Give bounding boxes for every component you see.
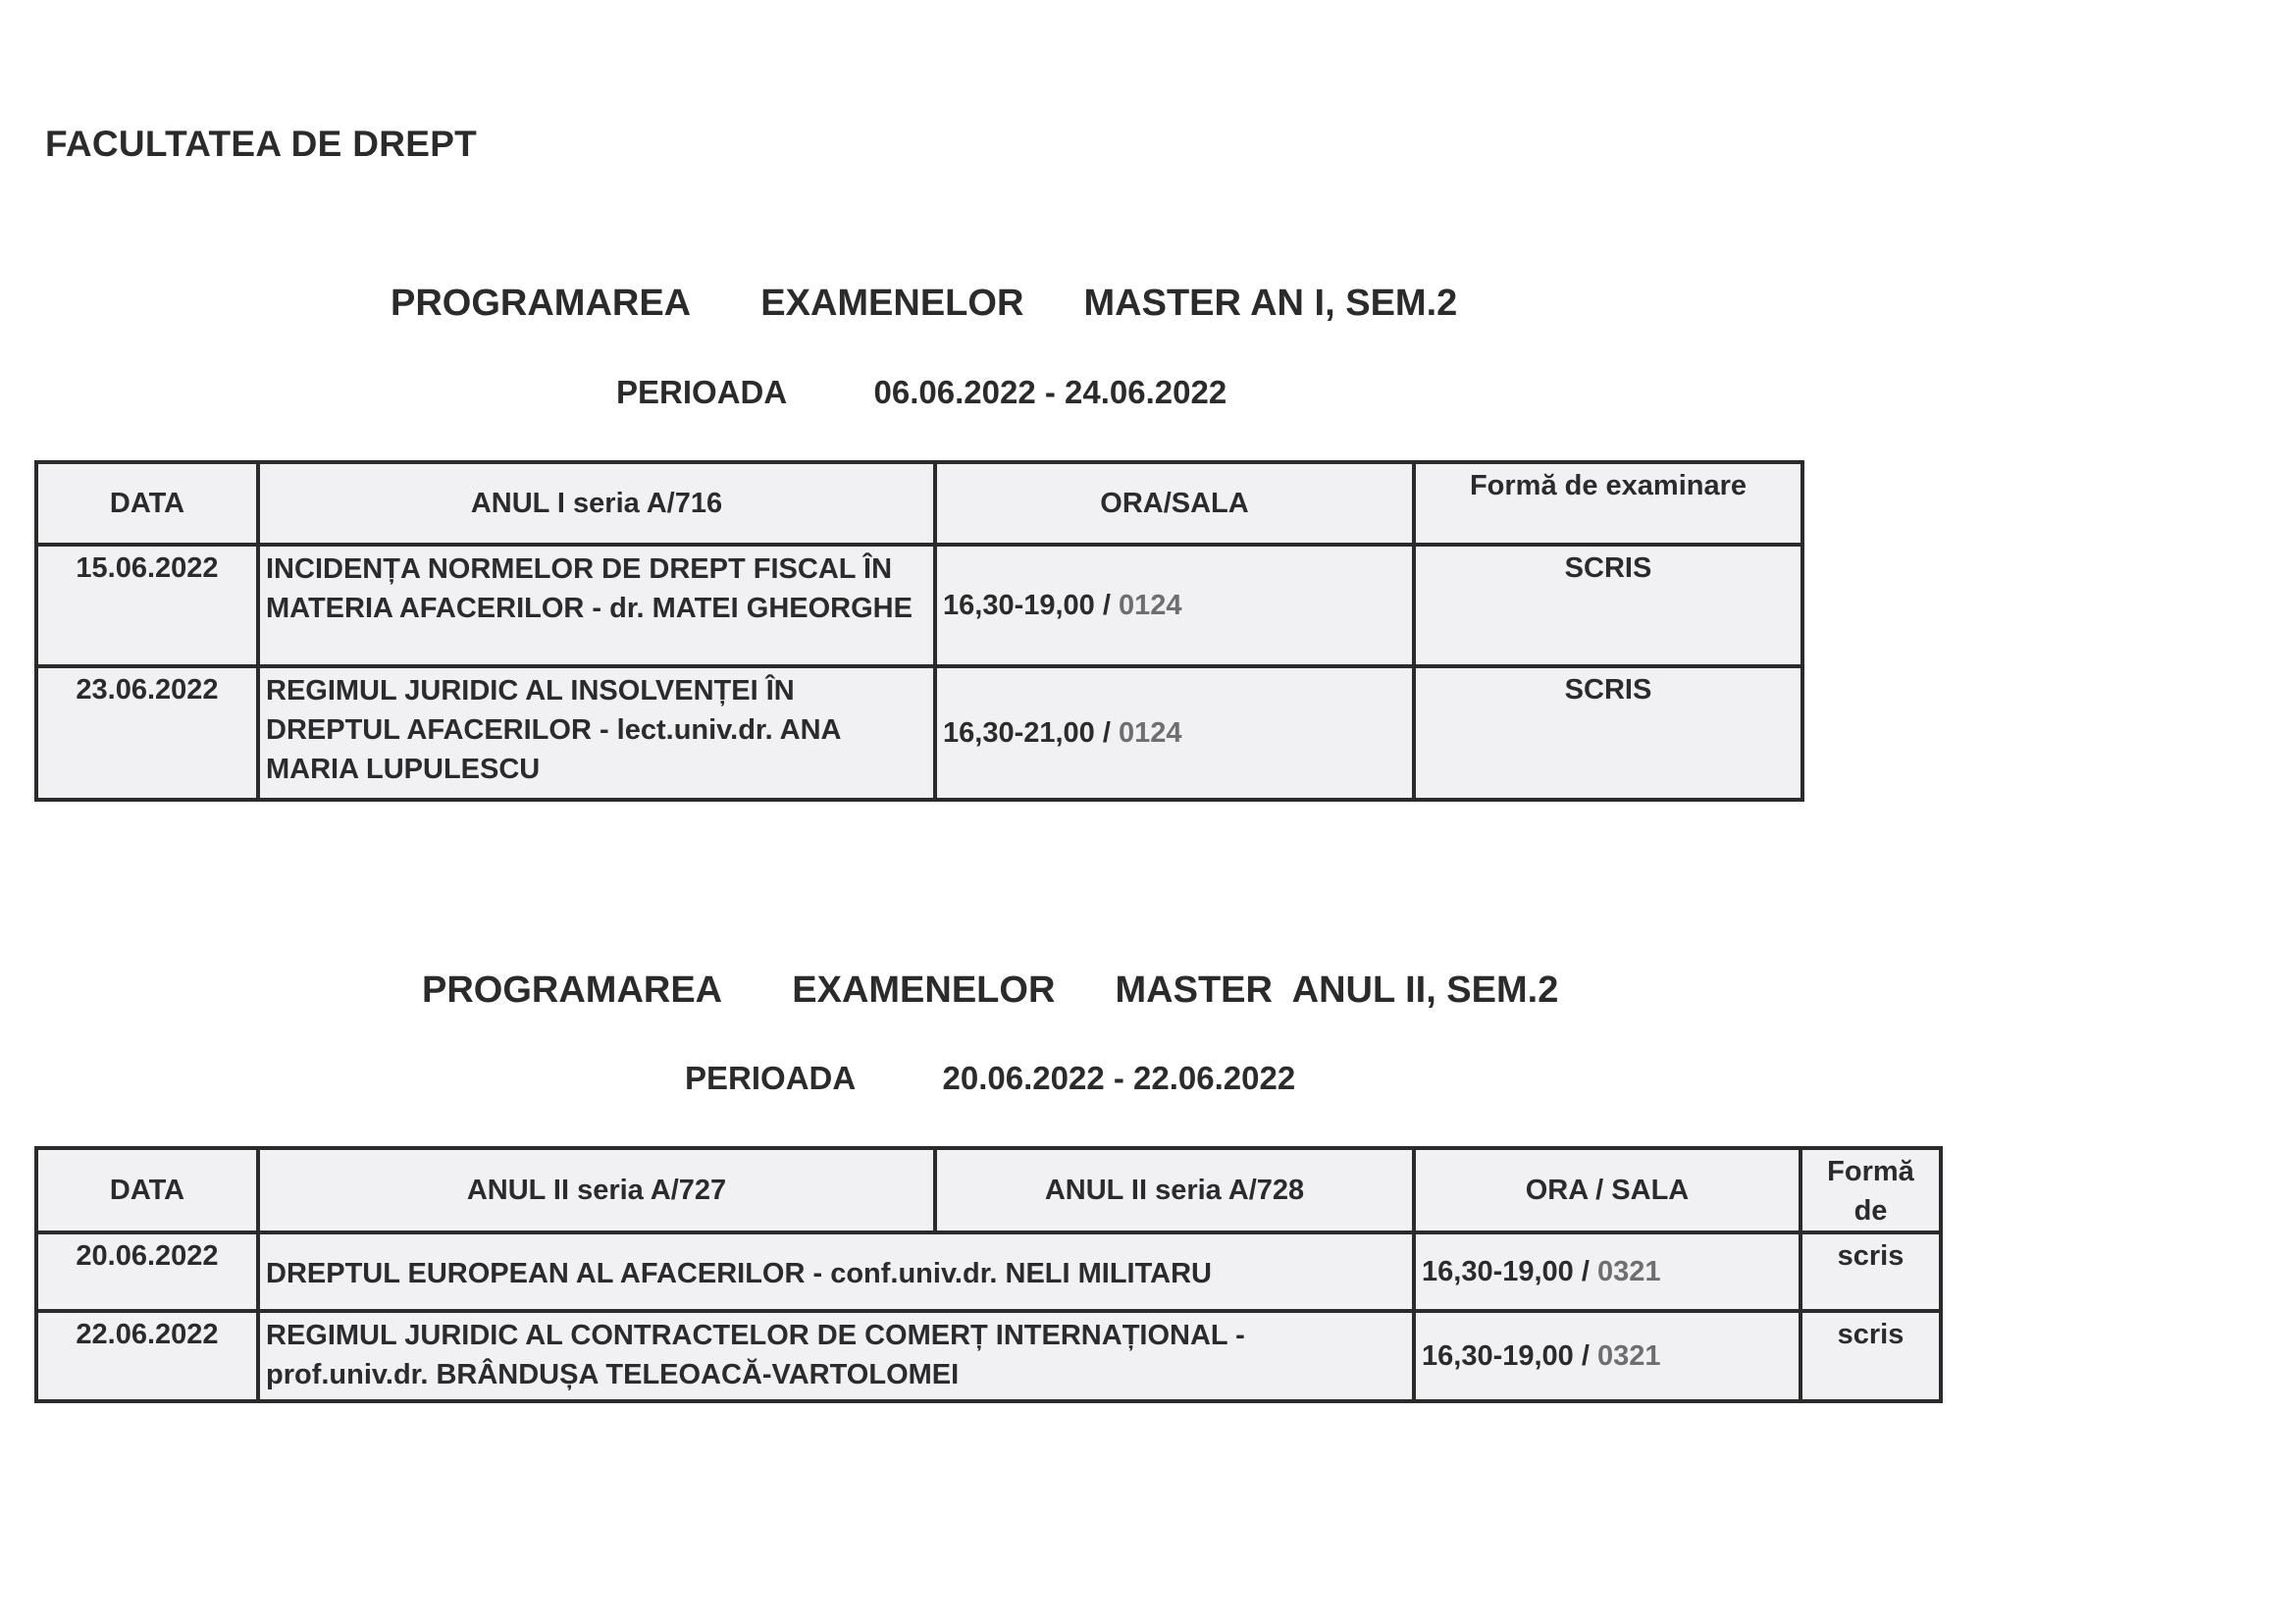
col-header-exam-form: Formă de examinare	[1414, 462, 1802, 545]
section1-title	[391, 283, 1457, 325]
exam-subject: INCIDENȚA NORMELOR DE DREPT FISCAL ÎN MATERIA AFACERILOR - dr. MATEI GHEORGHE	[258, 545, 935, 666]
col-header-series-727: ANUL II seria A/727	[258, 1148, 935, 1232]
exam-date: 15.06.2022	[36, 545, 258, 666]
exam-time-room	[1414, 1311, 1800, 1401]
col-header-series: ANUL I seria A/716	[258, 462, 935, 545]
table-row	[36, 666, 1802, 800]
col-header-series-728: ANUL II seria A/728	[935, 1148, 1414, 1232]
col-header-date: DATA	[36, 462, 258, 545]
exam-room: 0321	[1596, 1340, 1661, 1372]
exam-time: 16,30-19,00 /	[1422, 1256, 1597, 1287]
section1-title-part: PROGRAMAREA	[391, 283, 692, 324]
section1-period-value: 06.06.2022 - 24.06.2022	[873, 374, 1227, 410]
exam-time: 16,30-19,00 /	[1422, 1340, 1597, 1372]
exam-date: 23.06.2022	[36, 666, 258, 800]
exam-room: 0124	[1118, 717, 1182, 749]
exam-date: 22.06.2022	[36, 1311, 258, 1401]
section1-period-label: PERIOADA	[616, 374, 788, 410]
exam-form: SCRIS	[1414, 545, 1802, 666]
exam-subject: REGIMUL JURIDIC AL INSOLVENȚEI ÎN DREPTUL AFACERILOR - lect.univ.dr. ANA MARIA LUPULESCU	[258, 666, 935, 800]
table-row	[36, 1232, 1941, 1311]
col-header-exam-form: Formă de	[1800, 1148, 1941, 1232]
col-header-time-room: ORA / SALA	[1414, 1148, 1800, 1232]
faculty-name: FACULTATEA DE DREPT	[45, 124, 478, 164]
section2-period-label: PERIOADA	[685, 1060, 857, 1096]
table-row	[36, 545, 1802, 666]
section1-title-part: EXAMENELOR	[760, 283, 1024, 324]
section1-header-row	[36, 462, 1802, 545]
section2-title-part: PROGRAMAREA	[422, 969, 723, 1011]
section2-header-row	[36, 1148, 1941, 1232]
exam-date: 20.06.2022	[36, 1232, 258, 1311]
exam-form: SCRIS	[1414, 666, 1802, 800]
section2-period	[685, 1060, 1295, 1097]
exam-form: scris	[1800, 1232, 1941, 1311]
exam-subject: DREPTUL EUROPEAN AL AFACERILOR - conf.univ.dr. NELI MILITARU	[258, 1232, 1414, 1311]
section2-title-part: EXAMENELOR	[792, 969, 1056, 1011]
section1-period	[616, 374, 1226, 411]
exam-room: 0124	[1118, 590, 1182, 621]
exam-time-room	[1414, 1232, 1800, 1311]
section2-title	[422, 969, 1558, 1012]
exam-time: 16,30-19,00 /	[943, 590, 1119, 621]
col-header-date: DATA	[36, 1148, 258, 1232]
section2-period-value: 20.06.2022 - 22.06.2022	[942, 1060, 1296, 1096]
table-row	[36, 1311, 1941, 1401]
col-header-time-room: ORA/SALA	[935, 462, 1414, 545]
exam-time: 16,30-21,00 /	[943, 717, 1119, 749]
section1-title-part: MASTER AN I, SEM.2	[1083, 283, 1458, 324]
exam-room: 0321	[1596, 1256, 1661, 1287]
exam-time-room	[935, 666, 1414, 800]
exam-time-room	[935, 545, 1414, 666]
section2-title-part: MASTER ANUL II, SEM.2	[1115, 969, 1559, 1011]
exam-form: scris	[1800, 1311, 1941, 1401]
exam-subject: REGIMUL JURIDIC AL CONTRACTELOR DE COMERȚ INTERNAȚIONAL - prof.univ.dr. BRÂNDUȘA TELEOACĂ-VARTOLOMEI	[258, 1311, 1414, 1401]
section2-exam-table	[34, 1146, 1943, 1403]
section1-exam-table	[34, 460, 1804, 802]
